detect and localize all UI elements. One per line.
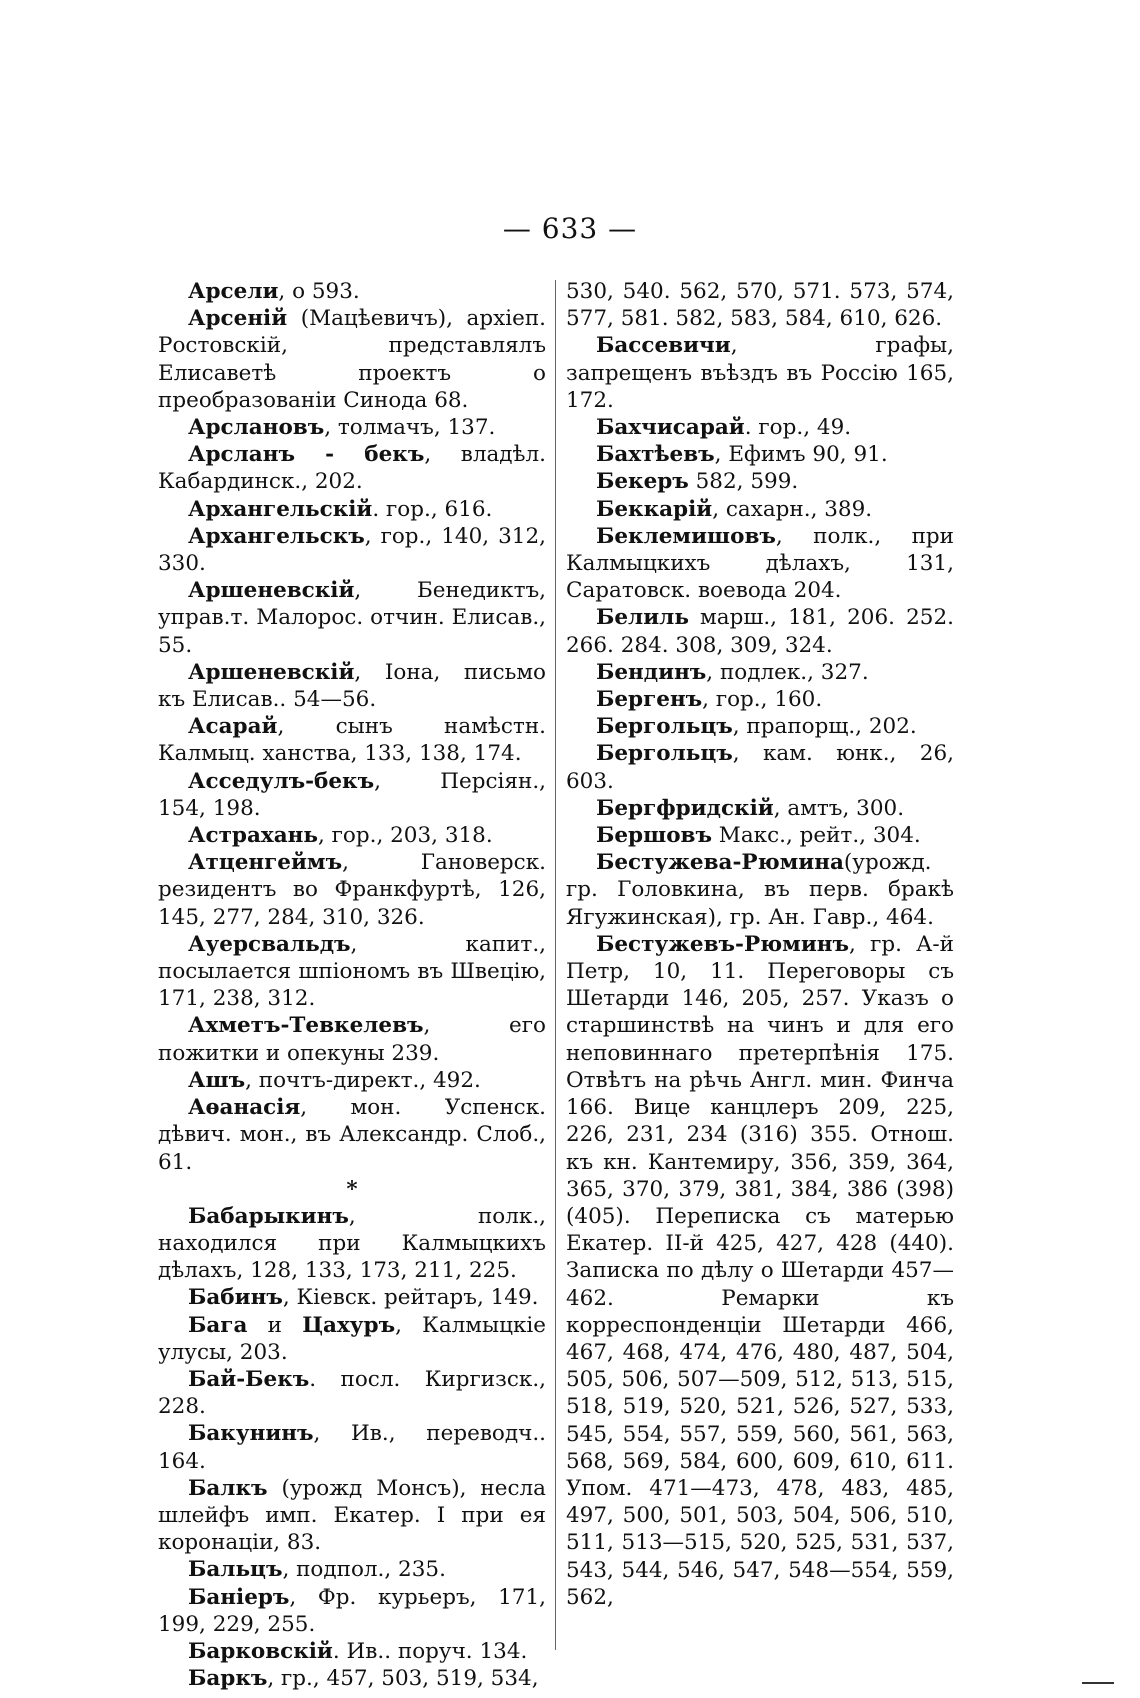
- index-entry: [566, 686, 954, 713]
- index-entry: [158, 713, 546, 767]
- index-entry: [158, 931, 546, 1013]
- index-entry: [158, 1475, 546, 1557]
- entry-headword: Бестужева-Рюмина: [596, 850, 844, 876]
- entry-text: , о 593.: [278, 279, 360, 304]
- entry-headword: Арслановъ: [188, 415, 325, 441]
- entry-headword: Бакунинъ: [188, 1421, 314, 1447]
- edge-dash: [1082, 1682, 1114, 1684]
- entry-headword: Баркъ: [188, 1666, 268, 1692]
- index-entry: [566, 414, 954, 441]
- entry-text: , Ефимъ 90, 91.: [714, 442, 888, 468]
- entry-headword: Бахтѣевъ: [596, 442, 715, 468]
- entry-headword: Архангельскій: [188, 496, 373, 522]
- entry-text: , прапорщ., 202.: [732, 714, 917, 740]
- entry-text: (Мацѣевичъ), архіеп. Ростовскій, представлялъ Елисаветѣ проектъ о преобразованіи Синода 68.: [158, 306, 546, 413]
- entry-text: , гр. А-й Петр, 10, 11. Переговоры съ Шетарди 146, 205, 257. Указъ о старшинствѣ на чинъ и для его неповиннаго претерпѣнія 175. Отвѣтъ на рѣчь Англ. мин. Финча 166. Вице канцлеръ 209, 225, 226, 231, 234 (316) 355. Отнош. къ кн. Кантемиру, 356, 359, 364, 365, 370, 379, 381, 384, 386 (398) (405). Переписка съ матерью Екатер. II-й 425, 427, 428 (440). Записка по дѣлу о Шетарди 457—462. Ремарки къ корреспонденціи Шетарди 466, 467, 468, 474, 476, 480, 487, 504, 505, 506, 507—509, 512, 513, 515, 518, 519, 520, 521, 526, 527, 533, 545, 554, 557, 559, 560, 561, 563, 568, 569, 584, 600, 609, 610, 611. Упом. 471—473, 478, 483, 485, 497, 500, 501, 503, 504, 506, 510, 511, 513—515, 520, 525, 531, 537, 543, 544, 546, 547, 548—554, 559, 562,: [566, 931, 954, 1610]
- entry-text: , капит., посылается шпіономъ въ Швецію, 171, 238, 312.: [158, 931, 546, 1012]
- index-entry: [158, 278, 546, 305]
- entry-headword: Цахуръ: [302, 1312, 396, 1338]
- entry-headword: Бабинъ: [188, 1285, 283, 1311]
- entry-headword: Бергфридскій: [596, 795, 774, 821]
- entry-text: , его пожитки и опекуны 239.: [158, 1013, 546, 1066]
- entry-headword: Арсланъ - бекъ: [188, 442, 425, 468]
- index-entry: [158, 414, 546, 441]
- entry-text: . гор., 49.: [744, 415, 852, 441]
- index-entry: [158, 1665, 546, 1692]
- index-entry: [158, 305, 546, 414]
- entry-text: , полк., находился при Калмыцкихъ дѣлахъ, 128, 133, 173, 211, 225.: [158, 1203, 546, 1284]
- entry-headword: Бага: [188, 1312, 248, 1338]
- index-entry: [158, 577, 546, 659]
- index-entry: [158, 523, 546, 577]
- entry-headword: Баніеръ: [188, 1584, 290, 1610]
- entry-headword: Балкъ: [188, 1475, 268, 1501]
- entry-headword: Ашъ: [188, 1067, 246, 1093]
- entry-headword: Беккарій: [596, 496, 713, 522]
- index-entry: [158, 659, 546, 713]
- index-entry: [566, 740, 954, 794]
- entry-text: , почтъ-директ., 492.: [245, 1067, 481, 1093]
- entry-text: и: [247, 1312, 303, 1338]
- entry-text: , сахарн., 389.: [712, 496, 873, 522]
- index-entry: [566, 604, 954, 658]
- index-entry: [158, 496, 546, 523]
- entry-text: , кам. юнк., 26, 603.: [566, 741, 954, 794]
- index-entry: [566, 468, 954, 495]
- index-entry: [566, 822, 954, 849]
- index-entry: [158, 1556, 546, 1583]
- index-entry: [158, 1638, 546, 1665]
- index-entry: [566, 849, 954, 931]
- entry-text: , Іона, письмо къ Елисав.. 54—56.: [158, 659, 546, 713]
- entry-text: 582, 599.: [688, 469, 799, 495]
- entry-text: , подлек., 327.: [706, 659, 869, 685]
- entry-headword: Бершовъ: [596, 823, 712, 849]
- entry-text: , Калмыцкіе улусы, 203.: [158, 1312, 546, 1365]
- entry-headword: Бекеръ: [596, 469, 689, 495]
- index-entry: [158, 1420, 546, 1474]
- entry-text: . посл. Киргизск., 228.: [158, 1366, 546, 1420]
- entry-text: , Фр. курьеръ, 171, 199, 229, 255.: [158, 1584, 546, 1637]
- index-entry: [566, 441, 954, 468]
- entry-text: , полк., при Калмыцкихъ дѣлахъ, 131, Саратовск. воевода 204.: [566, 523, 954, 604]
- index-entry: [566, 523, 954, 605]
- entry-headword: Арсели: [188, 279, 279, 304]
- index-entry-continuation: 530, 540. 562, 570, 571. 573, 574, 577, 581. 582, 583, 584, 610, 626.: [566, 279, 954, 332]
- entry-text: , амтъ, 300.: [773, 795, 905, 821]
- entry-headword: Асседулъ-бекъ: [188, 768, 375, 794]
- entry-headword: Бай-Бекъ: [188, 1366, 310, 1392]
- entry-text: . гор., 616.: [372, 496, 493, 522]
- entry-text: , гор., 160.: [702, 687, 823, 713]
- entry-headword: Бергольцъ: [596, 714, 733, 740]
- index-entry: [566, 795, 954, 822]
- entry-text: , Гановерск. резидентъ во Франкфуртѣ, 126, 145, 277, 284, 310, 326.: [158, 850, 546, 930]
- entry-text: , мон. Успенск. дѣвич. мон., въ Александр. Слоб., 61.: [158, 1095, 546, 1175]
- entry-headword: Бестужевъ-Рюминъ: [596, 931, 850, 957]
- entry-headword: Ахметъ-Тевкелевъ: [188, 1013, 424, 1039]
- index-entry: [158, 1012, 546, 1066]
- entry-text: , гр., 457, 503, 519, 534,: [267, 1666, 539, 1692]
- entry-text: , гор., 203, 318.: [317, 823, 493, 849]
- entry-text: , Ив., переводч.. 164.: [158, 1421, 546, 1474]
- entry-headword: Бахчисарай: [596, 415, 745, 441]
- entry-headword: Арсеній: [188, 306, 288, 332]
- index-entry: [158, 1094, 546, 1176]
- entry-headword: Бендинъ: [596, 659, 707, 685]
- page-number: — 633 —: [502, 212, 638, 245]
- index-entry: [158, 1203, 546, 1285]
- index-entry: [158, 1067, 546, 1094]
- entry-text: , толмачъ, 137.: [324, 415, 496, 441]
- entry-headword: Атценгеймъ: [188, 850, 343, 876]
- entry-text: , владѣл. Кабардинск., 202.: [158, 442, 546, 495]
- index-entry: [566, 332, 954, 414]
- entry-text: (урожд. гр. Головкина, въ перв. бракѣ Ягужинская), гр. Ан. Гавр., 464.: [566, 850, 954, 930]
- entry-headword: Белиль: [596, 605, 689, 631]
- entry-headword: Бассевичи: [596, 333, 731, 359]
- entry-headword: Аршеневскій: [188, 578, 355, 604]
- entry-headword: Астрахань: [188, 823, 318, 849]
- entry-headword: Асарай: [188, 714, 278, 740]
- entry-text: Макс., рейт., 304.: [711, 823, 921, 849]
- index-entry: [158, 1312, 546, 1366]
- index-entry: [566, 496, 954, 523]
- entry-text: . Ив.. поруч. 134.: [332, 1638, 528, 1664]
- entry-text: (урожд Монсъ), несла шлейфъ имп. Екатер. I при ея коронаціи, 83.: [158, 1475, 546, 1556]
- index-entry: [566, 713, 954, 740]
- right-column: [566, 278, 954, 1611]
- entry-headword: Аѳанасія: [188, 1095, 301, 1121]
- entry-text: марш., 181, 206. 252. 266. 284. 308, 309, 324.: [566, 605, 954, 658]
- index-entry: [158, 441, 546, 495]
- index-entry: [158, 1584, 546, 1638]
- section-separator: *: [346, 1176, 358, 1202]
- entry-text: , подпол., 235.: [282, 1557, 446, 1583]
- left-column: [158, 278, 546, 1692]
- index-entry: [158, 849, 546, 931]
- entry-text: , Бенедиктъ, управ.т. Малорос. отчин. Елисав., 55.: [158, 578, 546, 658]
- entry-headword: Бальцъ: [188, 1557, 283, 1583]
- entry-headword: Беклемишовъ: [596, 523, 776, 549]
- entry-headword: Бабарыкинъ: [188, 1203, 349, 1229]
- index-entry: [566, 659, 954, 686]
- entry-text: , сынъ намѣстн. Калмыц. ханства, 133, 138, 174.: [158, 714, 546, 767]
- entry-headword: Бергенъ: [596, 687, 703, 713]
- index-entry: [158, 822, 546, 849]
- entry-headword: Архангельскъ: [188, 523, 365, 549]
- entry-headword: Аршеневскій: [188, 659, 355, 685]
- index-entry: [158, 768, 546, 822]
- entry-text: , Персіян., 154, 198.: [158, 768, 546, 821]
- entry-headword: Ауерсвальдъ: [188, 931, 351, 957]
- entry-headword: Бергольцъ: [596, 741, 733, 767]
- index-entry: [158, 1284, 546, 1311]
- column-divider: [555, 280, 556, 1650]
- entry-headword: Барковскій: [188, 1638, 333, 1664]
- index-entry: [158, 1366, 546, 1420]
- entry-text: , Кіевск. рейтаръ, 149.: [282, 1285, 539, 1311]
- entry-text: , графы, запрещенъ въѣздъ въ Россію 165, 172.: [566, 333, 954, 413]
- index-entry: [566, 931, 954, 1611]
- entry-text: , гор., 140, 312, 330.: [158, 523, 546, 577]
